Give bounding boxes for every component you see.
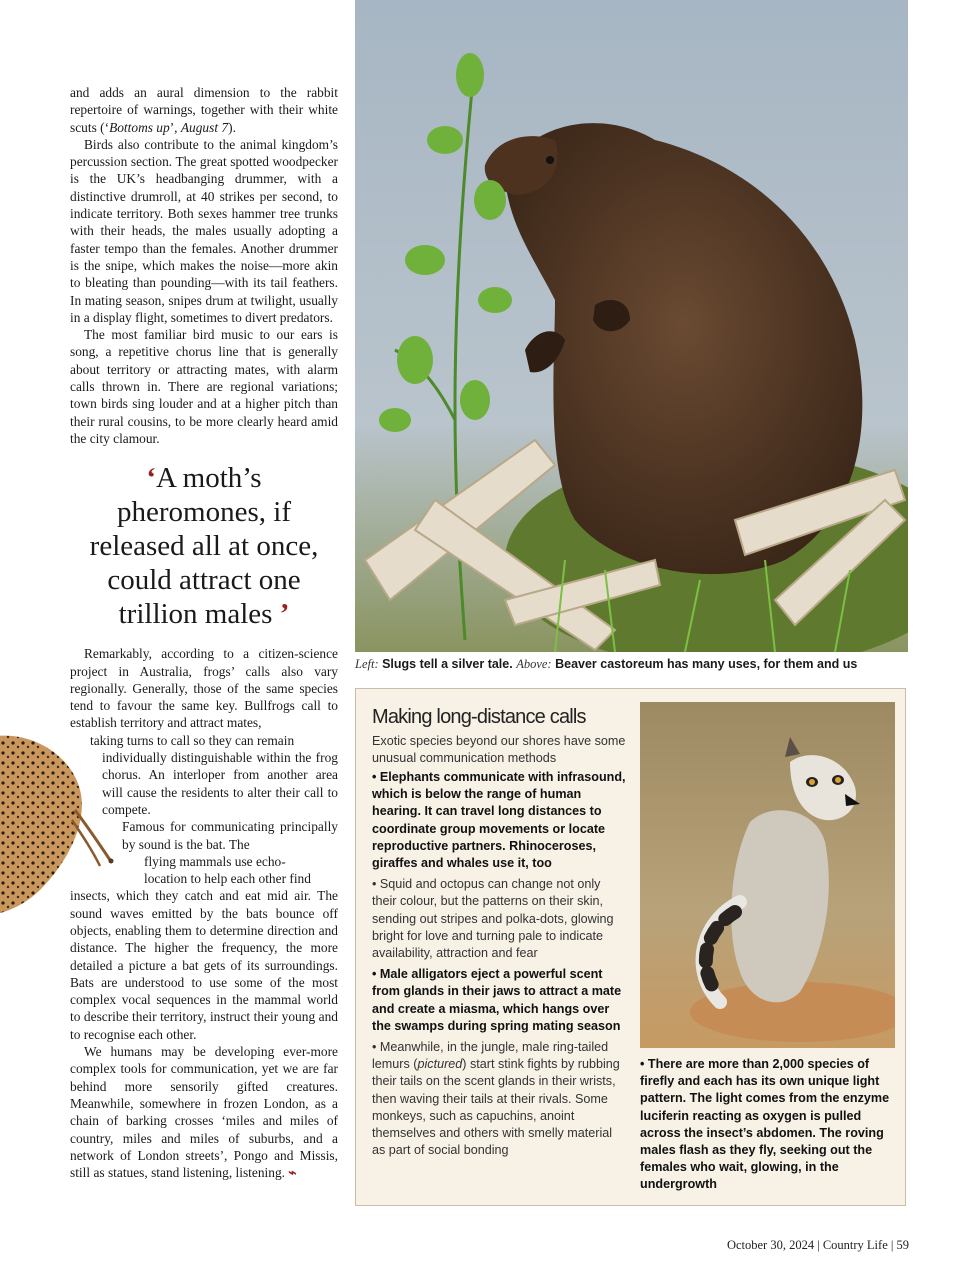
sidebar-box bbox=[355, 688, 906, 1206]
box-title: Making long-distance calls bbox=[372, 706, 586, 728]
list-item: • Male alligators eject a powerful scent from glands in their jaws to attract a mate and create a miasma, which hangs over the swamps during spring mating season bbox=[372, 967, 622, 1033]
article-paragraph: and adds an aural dimension to the rabbit repertoire of warnings, together with their white scuts (‘Bottoms up’, August 7). bbox=[70, 85, 338, 135]
list-item: • Meanwhile, in the jungle, male ring-tailed lemurs (pictured) start stink fights by rubbing their tails on the scent glands in their wrists, then waving their tails at their rivals. Some monkeys, such as capuchins, anoint themselves and others with smelly material as part of social bonding bbox=[372, 1040, 620, 1158]
article-paragraph: Birds also contribute to the animal kingdom’s percussion section. The great spotted woodpecker is the UK’s headbanging drummer, with a distinctive drumroll, at 40 strikes per second, to indicate territory. Both sexes hammer tree trunks with their heads, the males usually adopting a faster tempo than the females. Another drummer is the snipe, which makes the noise—more akin to bleating than pounding—with its tail feathers. In mating season, snipes drum at twilight, usually in a display flight, sometimes to divert predators. bbox=[70, 136, 338, 325]
box-list bbox=[372, 769, 628, 1163]
article-paragraph: We humans may be developing ever-more complex tools for communication, yet we are far behind more sensorily gifted creatures. Meanwhile, somewhere in frozen London, as a chain of barking crosses ‘miles and miles of country, miles and miles of suburbs, and a network of London streets’, Pongo and Missis, still as statues, stand listening, listening. ⌁ bbox=[70, 1044, 338, 1181]
article-line: insects, which they catch and eat mid air. The sound waves emitted by the bats bounce off objects, enabling them to determine direction and distance. The higher the frequency, the more detailed a picture a bat gets of its surroundings. Bats are understood to use some of the most complex vocal sequences in the mammal world to describe their territory, instruct their young and to recognise each other. bbox=[70, 888, 338, 1042]
slug-image bbox=[0, 720, 130, 920]
lemur-photo bbox=[640, 702, 895, 1048]
article-left-column bbox=[70, 84, 338, 1181]
article-line: taking turns to call so they can remain bbox=[90, 732, 295, 748]
article-line: individually distinguishable within the frog chorus. An interloper from another area will cause the residents to alter their call to compete. bbox=[102, 750, 338, 817]
page-footer: October 30, 2024 | Country Life | 59 bbox=[726, 1238, 909, 1252]
end-mark-icon: ⌁ bbox=[288, 1165, 297, 1181]
article-line: flying mammals use echo- bbox=[144, 853, 286, 869]
beaver-photo bbox=[355, 0, 908, 652]
article-line: location to help each other find bbox=[144, 871, 311, 887]
list-item: • Elephants communicate with infrasound, which is below the range of human hearing. It can travel long distances to coordinate group movements or locate reproductive partners. Rhinoceroses, giraffes and whales use it, too bbox=[372, 770, 626, 871]
article-paragraph: Remarkably, according to a citizen-science project in Australia, frogs’ calls also vary regionally. Generally, those of the same species tend to favour the same key. Bullfrogs call to establish territory and attract mates, bbox=[70, 646, 338, 731]
photo-caption: Left: Slugs tell a silver tale. Above: Beaver castoreum has many uses, for them and us bbox=[355, 657, 858, 671]
article-paragraph: The most familiar bird music to our ears is song, a repetitive chorus line that is generally about territory or attracting mates, with alarm calls thrown in. There are regional variations; town birds sing louder and at a higher pitch than their rural cousins, to be more clearly heard amid the city clamour. bbox=[70, 327, 338, 446]
box-subtitle: Exotic species beyond our shores have some unusual communication methods bbox=[372, 734, 626, 765]
article-line: Famous for communicating principally by sound is the bat. The bbox=[122, 819, 338, 852]
list-item: • Squid and octopus can change not only their colour, but the patterns on their skin, sending out stripes and polka-dots, glowing bright for love and turning pale to indicate availability, attraction and fear bbox=[372, 877, 614, 961]
pull-quote: ‘A moth’s pheromones, if released all at once, could attract one trillion males ’ bbox=[89, 462, 319, 631]
firefly-fact: • There are more than 2,000 species of firefly and each has its own unique light pattern. The light comes from the enzyme luciferin reacting as oxygen is pulled across the insect’s abdomen. The roving males flash as they fly, seeking out the females who wait, glowing, in the undergrowth bbox=[640, 1057, 890, 1192]
